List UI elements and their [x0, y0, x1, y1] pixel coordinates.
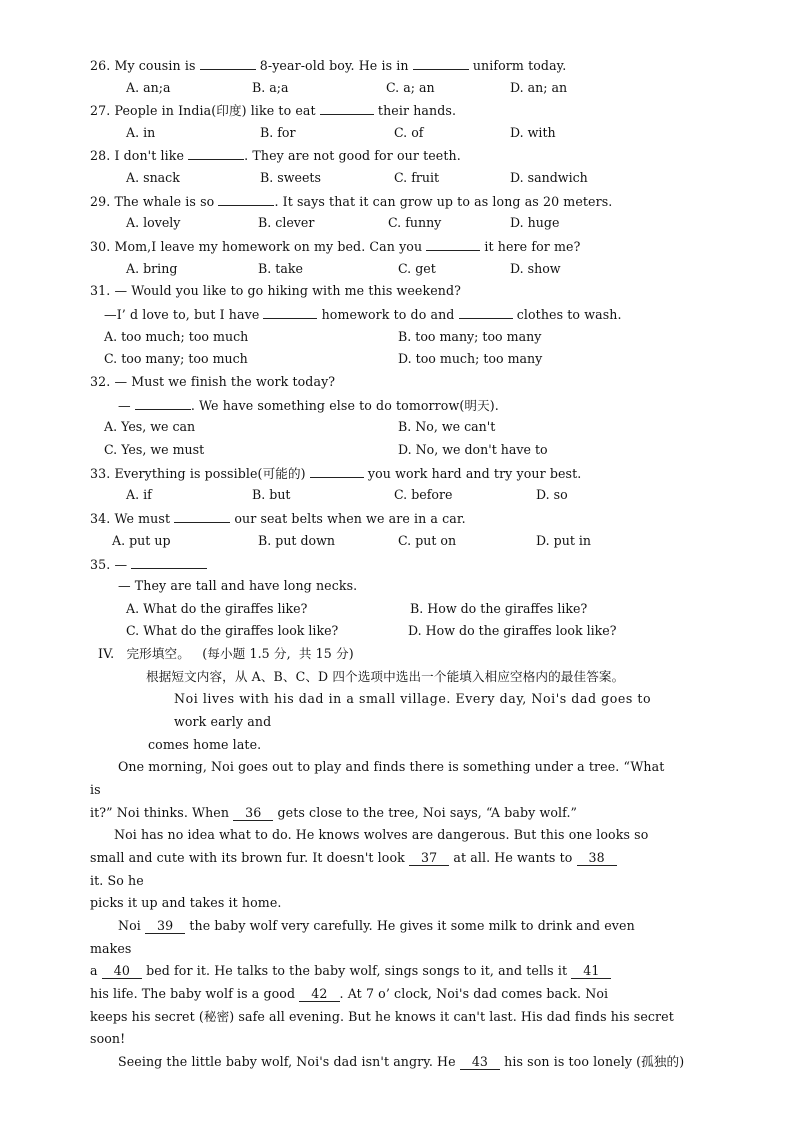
option: D. How do the giraffes look like?: [408, 623, 617, 638]
passage-line: picks it up and takes it home.: [90, 895, 282, 910]
option: C. Yes, we must: [104, 442, 205, 457]
option: A. bring: [126, 261, 178, 276]
question-31: 31. — Would you like to go hiking with me this weekend?: [90, 283, 461, 298]
answer-blank: [131, 556, 207, 569]
passage-line: it?” Noi thinks. When 36 gets close to the tree, Noi says, “A baby wolf.”: [90, 805, 578, 820]
option: B. a;a: [252, 80, 289, 95]
option: A. put up: [112, 533, 171, 548]
option: D. sandwich: [510, 170, 588, 185]
question-26: 26. My cousin is 8-year-old boy. He is in uniform today.: [90, 58, 567, 73]
option: C. get: [398, 261, 436, 276]
question-33: 33. Everything is possible(可能的) you work hard and try your best.: [90, 466, 582, 481]
question-27: 27. People in India(印度) like to eat their hands.: [90, 103, 457, 118]
cloze-blank-40: 40: [102, 963, 142, 979]
option: D. huge: [510, 215, 560, 230]
option: D. No, we don't have to: [398, 442, 548, 457]
option: C. What do the giraffes look like?: [126, 623, 339, 638]
section-instruction: 根据短文内容，从 A、B、C、D 四个选项中选出一个能填入相应空格内的最佳答案。: [146, 669, 625, 684]
answer-blank: [200, 57, 256, 70]
option: C. funny: [388, 215, 442, 230]
option: D. so: [536, 487, 568, 502]
option: B. but: [252, 487, 291, 502]
answer-blank: [320, 102, 374, 115]
option: D. too much; too many: [398, 351, 543, 366]
passage-line: comes home late.: [148, 737, 262, 752]
cloze-blank-39: 39: [145, 918, 185, 934]
answer-blank: [188, 147, 244, 160]
option: C. put on: [398, 533, 457, 548]
answer-blank: [263, 306, 317, 319]
option: A. in: [126, 125, 156, 140]
cloze-blank-38: 38: [577, 850, 617, 866]
cloze-blank-43: 43: [460, 1054, 500, 1070]
option: D. with: [510, 125, 556, 140]
passage-line: One morning, Noi goes out to play and finds there is something under a tree. “What: [118, 759, 665, 774]
option: B. too many; too many: [398, 329, 542, 344]
option: C. of: [394, 125, 424, 140]
option: C. fruit: [394, 170, 440, 185]
passage-line: Noi lives with his dad in a small village. Every day, Noi's dad goes to: [174, 691, 652, 706]
passage-line: Noi has no idea what to do. He knows wolves are dangerous. But this one looks so: [114, 827, 649, 842]
answer-blank: [218, 193, 274, 206]
option: A. snack: [126, 170, 180, 185]
answer-blank: [413, 57, 469, 70]
option: A. too much; too much: [104, 329, 249, 344]
question-34: 34. We must our seat belts when we are in a car.: [90, 511, 466, 526]
passage-line: Seeing the little baby wolf, Noi's dad isn't angry. He 43 his son is too lonely (孤独的): [118, 1054, 685, 1069]
passage-line: his life. The baby wolf is a good 42 . At 7 o’ clock, Noi's dad comes back. Noi: [90, 986, 609, 1001]
passage-line: work early and: [174, 714, 272, 729]
answer-blank: [459, 306, 513, 319]
option: A. an;a: [126, 80, 171, 95]
option: B. How do the giraffes like?: [410, 601, 588, 616]
cloze-blank-36: 36: [233, 805, 273, 821]
option: D. show: [510, 261, 561, 276]
option: C. too many; too much: [104, 351, 248, 366]
question-30: 30. Mom,I leave my homework on my bed. Can you it here for me?: [90, 239, 581, 254]
question-29: 29. The whale is so . It says that it can grow up to as long as 20 meters.: [90, 194, 613, 209]
option: D. an; an: [510, 80, 568, 95]
passage-line: keeps his secret (秘密) safe all evening. But he knows it can't last. His dad finds his secret: [90, 1009, 674, 1024]
question-28: 28. I don't like . They are not good for our teeth.: [90, 148, 461, 163]
question-35: 35. —: [90, 556, 207, 573]
answer-blank: [135, 397, 191, 410]
option: A. Yes, we can: [104, 419, 196, 434]
question-32: 32. — Must we finish the work today?: [90, 374, 336, 389]
passage-line: it. So he: [90, 873, 144, 888]
option: D. put in: [536, 533, 592, 548]
option: A. lovely: [126, 215, 181, 230]
answer-blank: [310, 465, 364, 478]
option: B. sweets: [260, 170, 321, 185]
question-35-reply: — They are tall and have long necks.: [118, 578, 358, 593]
passage-line: makes: [90, 941, 132, 956]
question-31-reply: —I’ d love to, but I have homework to do and clothes to wash.: [104, 307, 622, 322]
question-32-reply: — . We have something else to do tomorrow(明天).: [118, 398, 499, 413]
option: C. before: [394, 487, 453, 502]
passage-line: soon!: [90, 1031, 126, 1046]
section-title: IV. 完形填空。 (每小题 1.5 分, 共 15 分): [98, 646, 354, 661]
option: C. a; an: [386, 80, 435, 95]
option: B. clever: [258, 215, 315, 230]
option: B. No, we can't: [398, 419, 496, 434]
option: B. take: [258, 261, 303, 276]
passage-line: small and cute with its brown fur. It doesn't look 37 at all. He wants to 38: [90, 850, 617, 866]
passage-line: Noi 39 the baby wolf very carefully. He gives it some milk to drink and even: [118, 918, 635, 933]
cloze-blank-41: 41: [571, 963, 611, 979]
option: A. if: [126, 487, 152, 502]
option: A. What do the giraffes like?: [126, 601, 308, 616]
option: B. for: [260, 125, 296, 140]
answer-blank: [174, 510, 230, 523]
answer-blank: [426, 238, 480, 251]
cloze-blank-37: 37: [409, 850, 449, 866]
passage-line: is: [90, 782, 101, 797]
cloze-blank-42: 42: [299, 986, 339, 1002]
option: B. put down: [258, 533, 336, 548]
passage-line: a 40 bed for it. He talks to the baby wolf, sings songs to it, and tells it 41: [90, 963, 611, 979]
